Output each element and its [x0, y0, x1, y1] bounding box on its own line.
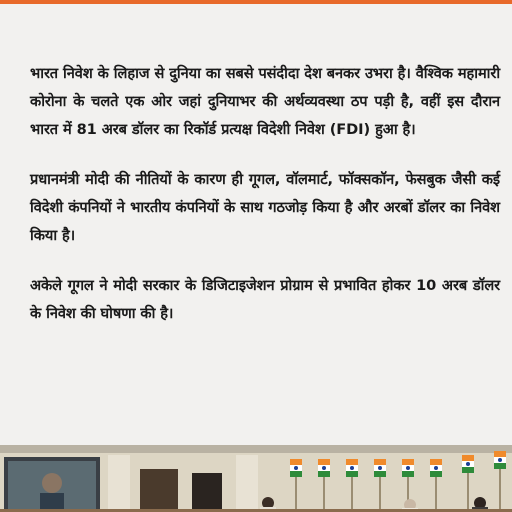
- paragraph-google-investment: अकेले गूगल ने मोदी सरकार के डिजिटाइजेशन प्रोग्राम से प्रभावित होकर 10 अरब डॉलर के निवेश की घोषणा की है।: [30, 277, 500, 322]
- paragraph-fdi-record: भारत निवेश के लिहाज से दुनिया का सबसे पसंदीदा देश बनकर उभरा है। वैश्विक महामारी कोरोना के चलते एक ओर जहां दुनियाभर की अर्थव्यवस्था ठप पड़ी है, वहीं इस दौरान भारत में 81 अरब डॉलर का रिकॉर्ड प्रत्यक्ष विदेशी निवेश (FDI) हुआ है।: [30, 65, 500, 138]
- video-screen: [4, 457, 100, 512]
- paragraph-foreign-companies: प्रधानमंत्री मोदी की नीतियों के कारण ही गूगल, वॉलमार्ट, फॉक्सकॉन, फेसबुक जैसी कई विदेशी कंपनियों ने भारतीय कंपनियों के साथ गठजोड़ किया है और अरबों डॉलर का निवेश किया है।: [30, 171, 500, 244]
- article-body: [30, 60, 500, 350]
- cabinet: [140, 469, 178, 512]
- cabinet: [192, 473, 222, 512]
- meeting-photo: [0, 445, 512, 512]
- top-accent-bar: [0, 0, 512, 4]
